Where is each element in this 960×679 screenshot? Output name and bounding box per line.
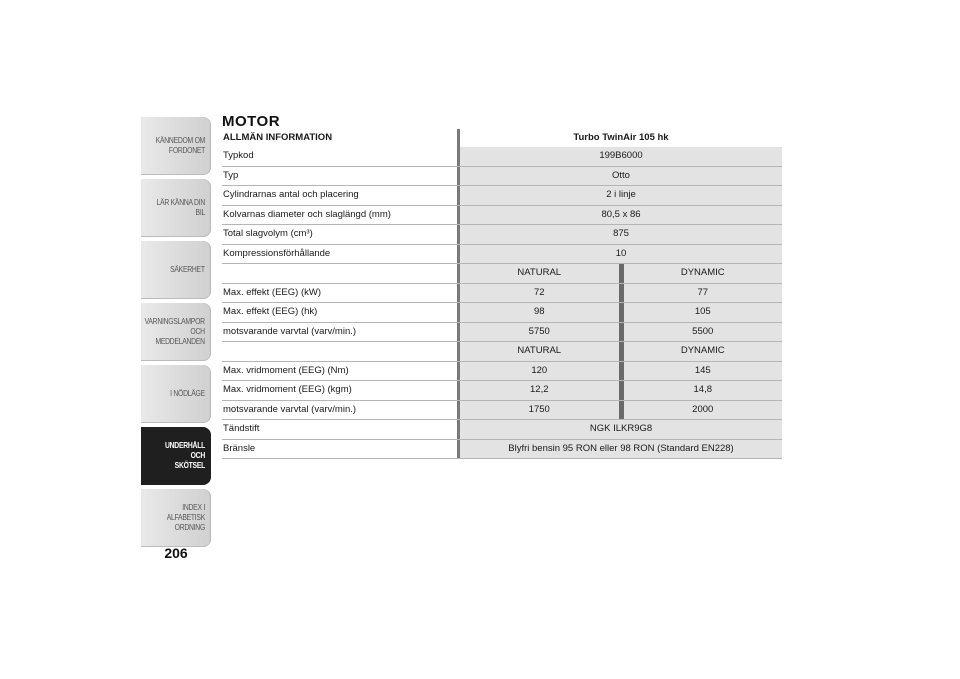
row-split-values [460, 401, 782, 420]
row-split-values [460, 264, 782, 283]
tab-underhall-och-skotsel[interactable] [141, 427, 211, 485]
table-row [222, 323, 782, 343]
tab-label: INDEX I ALFABETISK ORDNING [166, 503, 205, 532]
row-value: 2 i linje [460, 186, 782, 205]
tab-label: KÄNNEDOM OM FORDONET [155, 136, 205, 155]
dynamic-value: DYNAMIC [624, 264, 783, 283]
tab-i-nodlage[interactable] [141, 365, 211, 423]
row-label: Max. vridmoment (EEG) (kgm) [222, 381, 460, 400]
table-row [222, 245, 782, 265]
tab-label: UNDERHÅLL OCH SKÖTSEL [164, 441, 205, 470]
tab-label: SÄKERHET [170, 265, 205, 274]
row-split-values [460, 303, 782, 322]
row-label: Typ [222, 167, 460, 186]
tab-index[interactable] [141, 489, 211, 547]
row-label: Total slagvolym (cm³) [222, 225, 460, 244]
natural-value: 120 [460, 362, 624, 381]
table-row [222, 342, 782, 362]
row-label: Tändstift [222, 420, 460, 439]
row-label: Max. vridmoment (EEG) (Nm) [222, 362, 460, 381]
dynamic-value: 14,8 [624, 381, 783, 400]
table-row [222, 362, 782, 382]
table-row [222, 167, 782, 187]
row-label: Kompressionsförhållande [222, 245, 460, 264]
table-row [222, 420, 782, 440]
row-value: 10 [460, 245, 782, 264]
dynamic-value: 145 [624, 362, 783, 381]
dynamic-value: 105 [624, 303, 783, 322]
table-row [222, 284, 782, 304]
dynamic-value: 5500 [624, 323, 783, 342]
row-value: 199B6000 [460, 147, 782, 166]
row-value: Blyfri bensin 95 RON eller 98 RON (Standard EN228) [460, 440, 782, 459]
row-label: motsvarande varvtal (varv/min.) [222, 401, 460, 420]
table-row [222, 264, 782, 284]
row-split-values [460, 342, 782, 361]
dynamic-value: 77 [624, 284, 783, 303]
row-label: Max. effekt (EEG) (hk) [222, 303, 460, 322]
engine-spec-table [222, 129, 782, 459]
tab-varningslampor[interactable] [141, 303, 211, 361]
natural-value: 12,2 [460, 381, 624, 400]
row-label: Max. effekt (EEG) (kW) [222, 284, 460, 303]
tab-label: I NÖDLÄGE [170, 389, 205, 398]
dynamic-value: 2000 [624, 401, 783, 420]
chapter-tabs [141, 117, 211, 551]
table-row [222, 381, 782, 401]
row-value: 875 [460, 225, 782, 244]
header-label: ALLMÄN INFORMATION [222, 129, 460, 147]
table-row [222, 225, 782, 245]
row-label: Typkod [222, 147, 460, 166]
tab-label: VARNINGSLAMPOR OCH MEDDELANDEN [144, 317, 205, 346]
row-value: 80,5 x 86 [460, 206, 782, 225]
natural-value: 98 [460, 303, 624, 322]
row-value: NGK ILKR9G8 [460, 420, 782, 439]
natural-value: NATURAL [460, 264, 624, 283]
row-label [222, 342, 460, 361]
row-split-values [460, 381, 782, 400]
row-label: Kolvarnas diameter och slaglängd (mm) [222, 206, 460, 225]
row-split-values [460, 323, 782, 342]
header-value: Turbo TwinAir 105 hk [460, 129, 782, 147]
tab-sakerhet[interactable] [141, 241, 211, 299]
section-title: MOTOR [222, 113, 281, 130]
row-split-values [460, 362, 782, 381]
row-label [222, 264, 460, 283]
table-header-row [222, 129, 782, 147]
row-label: Cylindrarnas antal och placering [222, 186, 460, 205]
row-value: Otto [460, 167, 782, 186]
row-label: motsvarande varvtal (varv/min.) [222, 323, 460, 342]
table-row [222, 206, 782, 226]
tab-label: LÄR KÄNNA DIN BIL [156, 198, 205, 217]
natural-value: 5750 [460, 323, 624, 342]
row-split-values [460, 284, 782, 303]
natural-value: 1750 [460, 401, 624, 420]
row-label: Bränsle [222, 440, 460, 459]
tab-kannedom-om-fordonet[interactable] [141, 117, 211, 175]
dynamic-value: DYNAMIC [624, 342, 783, 361]
table-row [222, 186, 782, 206]
page-number: 206 [164, 545, 188, 561]
natural-value: NATURAL [460, 342, 624, 361]
natural-value: 72 [460, 284, 624, 303]
table-row [222, 440, 782, 460]
table-row [222, 401, 782, 421]
table-row [222, 303, 782, 323]
table-row [222, 147, 782, 167]
tab-lar-kanna-din-bil[interactable] [141, 179, 211, 237]
